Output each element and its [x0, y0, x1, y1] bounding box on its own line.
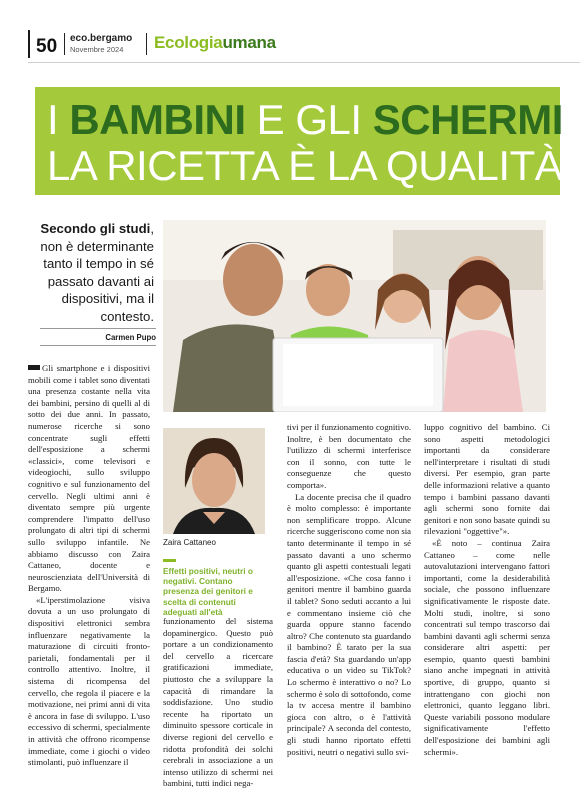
- section-title-part1: Ecologia: [154, 33, 223, 52]
- intro-lead: Secondo gli studi: [40, 221, 151, 236]
- header-divider: [64, 33, 65, 55]
- article-paragraph-text: Gli smartphone e i dispositivi mobili come i tablet sono diventati una presenza costante nella vita dei bambini, persino di quelli al di sotto dei due anni. In passato, numerose ricerche si sono concentrate sugli effetti dell'esposizione a schermi «classici», come televisori e videogiochi, sullo sviluppo cognitivo e sul funzionamento del cervello. Negli ultimi anni è diventato sempre più urgente comprendere l'impatto dell'uso prolungato di altri tipi di schermi sullo sviluppo infantile. Ne abbiamo discusso con Zaira Cattaneo, docente e neuroscienziata dell'Università di Bergamo.: [28, 363, 150, 594]
- headline-word-3: E GLI: [245, 96, 373, 143]
- headline-word-1: I: [47, 96, 70, 143]
- portrait-caption: Zaira Cattaneo: [163, 538, 216, 547]
- headline-word-4: SCHERMI: [372, 96, 563, 143]
- author-name: Carmen Pupo: [105, 333, 156, 342]
- quote-marker: [163, 559, 176, 562]
- brand-name: eco.bergamo: [70, 33, 133, 44]
- page-number: 50: [36, 36, 58, 57]
- intro-text: [28, 220, 154, 325]
- article-paragraph: tivi per il funzionamento cognitivo. Inoltre, è ben documentato che l'utilizzo di schermi interferisce con il sonno, con tutte le conseguenze che questo comporta».: [287, 422, 411, 490]
- article-paragraph: «È noto – continua Zaira Cattaneo – come nelle autovalutazioni intervengano fattori importanti, come la desiderabilità sociale, che possono influenzare significativamente le risposte date. Molti studi, inoltre, si sono concentrati sul tempo trascorso dai bambini davanti agli schermi senza considerare altri aspetti: per esempio, quanto questi bambini siano anche impegnati in attività sportive, di gruppo, quanto si intrattengano con giochi non elettronici, quanto leggano libri. Queste variabili possono modulare significativamente l'effetto dell'esposizione dei bambini agli schermi».: [424, 537, 550, 757]
- section-title-part2: umana: [222, 33, 276, 52]
- article-paragraph: [28, 363, 150, 595]
- article-paragraph: «L'iperstimolazione visiva dovuta a un uso prolungato di dispositivi elettronici sembra influenzare negativamente la maturazione di circuiti fronto-parietali, fondamentali per il controllo attentivo. Inoltre, il sistema di ricompensa del cervello, che regola il piacere e la motivazione, nei primi anni di vita è ancora in fase di sviluppo. L'uso eccessivo di schermi, specialmente in attività che offrono ricompense immediate, come i giochi o video stimolanti, può influenzare il: [28, 594, 150, 768]
- headline-line-2: LA RICETTA È LA QUALITÀ: [47, 142, 563, 189]
- header-rule: [28, 62, 580, 63]
- headline-banner: [35, 87, 563, 195]
- family-photo: [163, 220, 546, 412]
- article-paragraph: luppo cognitivo del bambino. Ci sono aspetti metodologici importanti da considerare nell'interpretare i risultati di studi diversi. Per esempio, gran parte delle informazioni relative a quanto tempo i bambini passano davanti agli schermi sono fornite dai genitori e non sono basate quindi su rilevazioni "oggettive"».: [424, 422, 550, 537]
- author-rule-2: [40, 345, 156, 346]
- header-tick: [28, 30, 30, 58]
- page-header: [0, 0, 580, 62]
- article-paragraph: funzionamento del sistema dopaminergico. Questo può portare a un condizionamento del cervello a ricercare gratificazioni immediate, piuttosto che a sviluppare la capacità di rimandare la soddisfazione. Uno studio recente ha riportato un diminuito spessore corticale in diverse regioni del cervello e ridotta profondità dei solchi cerebrali in associazione a un intenso utilizzo di schermi nei bambini, tutti indici nega-: [163, 616, 273, 789]
- issue-date: Novembre 2024: [70, 45, 124, 54]
- pull-quote: Effetti positivi, neutri o negativi. Contano presenza dei genitori e scelta di contenuti adeguati all'età: [163, 566, 253, 617]
- header-divider-2: [146, 33, 147, 55]
- article-column-1: [28, 363, 150, 769]
- intro-rest: , non è determinante tanto il tempo in sé passato davanti ai dispositivi, ma il contesto.: [40, 221, 154, 324]
- article-column-2: [163, 616, 273, 790]
- article-start-marker: [28, 365, 40, 370]
- headline-word-2: BAMBINI: [69, 96, 246, 143]
- section-title: [154, 33, 276, 53]
- family-photo-illustration: [163, 220, 546, 412]
- author-rule: [40, 328, 156, 329]
- article-column-4: [424, 422, 550, 758]
- article-paragraph: La docente precisa che il quadro è molto complesso: è importante non semplificare troppo. Alcune ricerche suggeriscono come non sia tanto determinante il tempo in sé passato davanti a uno schermo quanto gli aspetti contestuali legati all'esposizione. «Che cosa fanno i genitori mentre il bambino guarda il tablet? Sono seduti accanto a lui e commentano insieme ciò che guarda oppure stanno facendo altro? Che contenuto sta guardando il bambino? È tarato per la sua fascia d'età? Sta guardando un'app educativa o un video su TikTok? Lo schermo è interattivo o no? Lo schermo è solo di sottofondo, come la tv accesa mentre il bambino gioca con altro, o è l'attività principale? A seconda del contesto, gli studi hanno riportato effetti positivi, neutri o negativi sullo svi-: [287, 491, 411, 757]
- headline: [47, 97, 563, 189]
- portrait-illustration: [163, 428, 265, 534]
- article-column-3: [287, 422, 411, 758]
- portrait-photo: [163, 428, 265, 534]
